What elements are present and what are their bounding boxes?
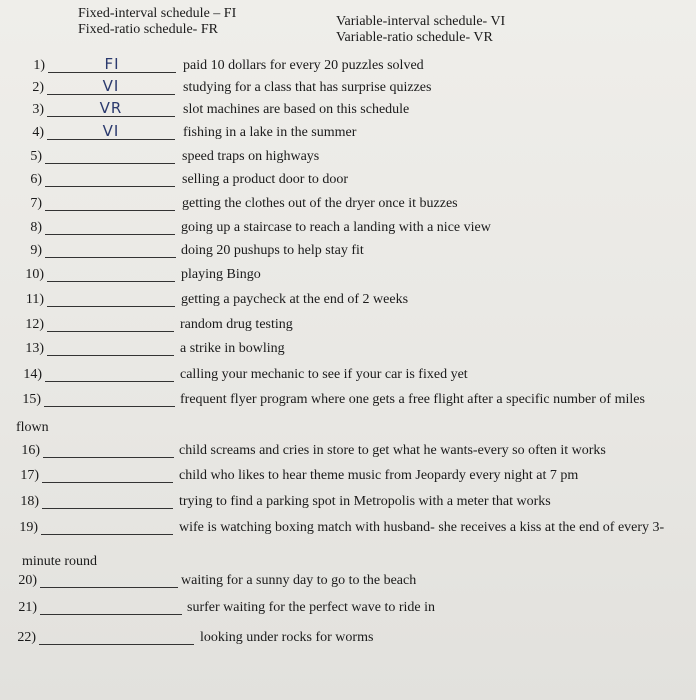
question-row: [0, 196, 696, 218]
question-text: surfer waiting for the perfect wave to ride in: [187, 600, 436, 615]
answer-blank[interactable]: [45, 220, 175, 235]
question-row: [0, 122, 696, 147]
answer-blank[interactable]: [47, 99, 175, 117]
question-number: 11): [25, 292, 44, 307]
legend-variable: [336, 14, 505, 46]
legend-fixed-ratio: Fixed-ratio schedule- FR: [78, 22, 218, 37]
question-number: 17): [20, 468, 39, 483]
question-text-continuation: flown: [16, 420, 49, 435]
question-row: [0, 149, 696, 171]
handwritten-answer: FI: [104, 55, 120, 73]
question-row: [0, 243, 696, 265]
question-row: [0, 600, 696, 622]
question-row: [0, 367, 696, 389]
question-number: 13): [25, 341, 44, 356]
answer-blank[interactable]: [47, 122, 175, 140]
question-row: [0, 494, 696, 516]
question-row: [0, 172, 696, 194]
question-number: 14): [23, 367, 42, 382]
answer-blank[interactable]: [45, 149, 175, 164]
question-text: doing 20 pushups to help stay fit: [181, 243, 364, 258]
question-text: speed traps on highways: [182, 149, 320, 164]
question-row: [0, 220, 696, 242]
legend-variable-ratio: Variable-ratio schedule- VR: [336, 30, 493, 45]
answer-blank[interactable]: [42, 494, 173, 509]
answer-blank[interactable]: [47, 77, 175, 95]
question-text: child screams and cries in store to get what he wants-every so often it works: [179, 443, 606, 458]
question-number: 4): [32, 125, 44, 140]
question-text: getting a paycheck at the end of 2 weeks: [181, 292, 409, 307]
answer-blank[interactable]: [45, 196, 175, 211]
question-text: frequent flyer program where one gets a free flight after a specific number of miles: [180, 392, 645, 407]
question-number: 6): [30, 172, 42, 187]
question-number: 22): [17, 630, 36, 645]
question-text: wife is watching boxing match with husband- she receives a kiss at the end of every 3-: [179, 520, 665, 535]
answer-blank[interactable]: [47, 292, 175, 307]
question-number: 12): [25, 317, 44, 332]
question-number: 2): [32, 80, 44, 95]
question-number: 18): [20, 494, 39, 509]
question-row: [0, 468, 696, 490]
question-number: 15): [22, 392, 41, 407]
question-row: [0, 267, 696, 289]
question-text: selling a product door to door: [182, 172, 349, 187]
question-row: [0, 573, 696, 595]
question-text: calling your mechanic to see if your car is fixed yet: [180, 367, 468, 382]
question-number: 3): [32, 102, 44, 117]
question-number: 20): [18, 573, 37, 588]
answer-blank[interactable]: [44, 392, 175, 407]
question-row: [0, 443, 696, 465]
answer-blank[interactable]: [45, 367, 174, 382]
question-row: [0, 99, 696, 124]
question-text: child who likes to hear theme music from Jeopardy every night at 7 pm: [179, 468, 579, 483]
question-text: trying to find a parking spot in Metropolis with a meter that works: [179, 494, 551, 509]
question-text: a strike in bowling: [180, 341, 285, 356]
question-text: going up a staircase to reach a landing with a nice view: [181, 220, 491, 235]
answer-blank[interactable]: [43, 443, 174, 458]
question-row: [0, 392, 696, 414]
answer-blank[interactable]: [47, 341, 174, 356]
handwritten-answer: VI: [102, 77, 120, 95]
answer-blank[interactable]: [47, 267, 175, 282]
question-number: 19): [19, 520, 38, 535]
question-row: [0, 630, 696, 652]
answer-blank[interactable]: [41, 520, 173, 535]
handwritten-answer: VR: [99, 99, 123, 117]
question-text: fishing in a lake in the summer: [183, 125, 357, 140]
answer-blank[interactable]: [39, 630, 194, 645]
answer-blank[interactable]: [40, 573, 178, 588]
answer-blank[interactable]: [47, 317, 174, 332]
question-row: [0, 317, 696, 339]
legend-fixed: [78, 6, 236, 38]
legend-variable-interval: Variable-interval schedule- VI: [336, 14, 506, 29]
question-number: 7): [30, 196, 42, 211]
answer-blank[interactable]: [45, 172, 175, 187]
question-row: [0, 341, 696, 363]
question-text: playing Bingo: [181, 267, 261, 282]
question-number: 10): [25, 267, 44, 282]
question-text: slot machines are based on this schedule: [183, 102, 410, 117]
question-text: random drug testing: [180, 317, 293, 332]
question-number: 1): [33, 58, 45, 73]
question-text: looking under rocks for worms: [200, 630, 374, 645]
handwritten-answer: VI: [102, 122, 120, 140]
answer-blank[interactable]: [48, 55, 176, 73]
question-number: 21): [18, 600, 37, 615]
question-number: 9): [30, 243, 42, 258]
answer-blank[interactable]: [40, 600, 182, 615]
answer-blank[interactable]: [45, 243, 176, 258]
question-text: studying for a class that has surprise quizzes: [183, 80, 432, 95]
question-text: waiting for a sunny day to go to the beach: [181, 573, 417, 588]
question-number: 16): [21, 443, 40, 458]
legend-fixed-interval: Fixed-interval schedule – FI: [78, 6, 237, 21]
question-row: [0, 292, 696, 314]
question-number: 8): [30, 220, 42, 235]
answer-blank[interactable]: [42, 468, 173, 483]
question-text: paid 10 dollars for every 20 puzzles solved: [183, 58, 424, 73]
question-text: getting the clothes out of the dryer once it buzzes: [182, 196, 458, 211]
question-number: 5): [30, 149, 42, 164]
question-row: [0, 520, 696, 542]
question-text-continuation: minute round: [22, 554, 98, 569]
